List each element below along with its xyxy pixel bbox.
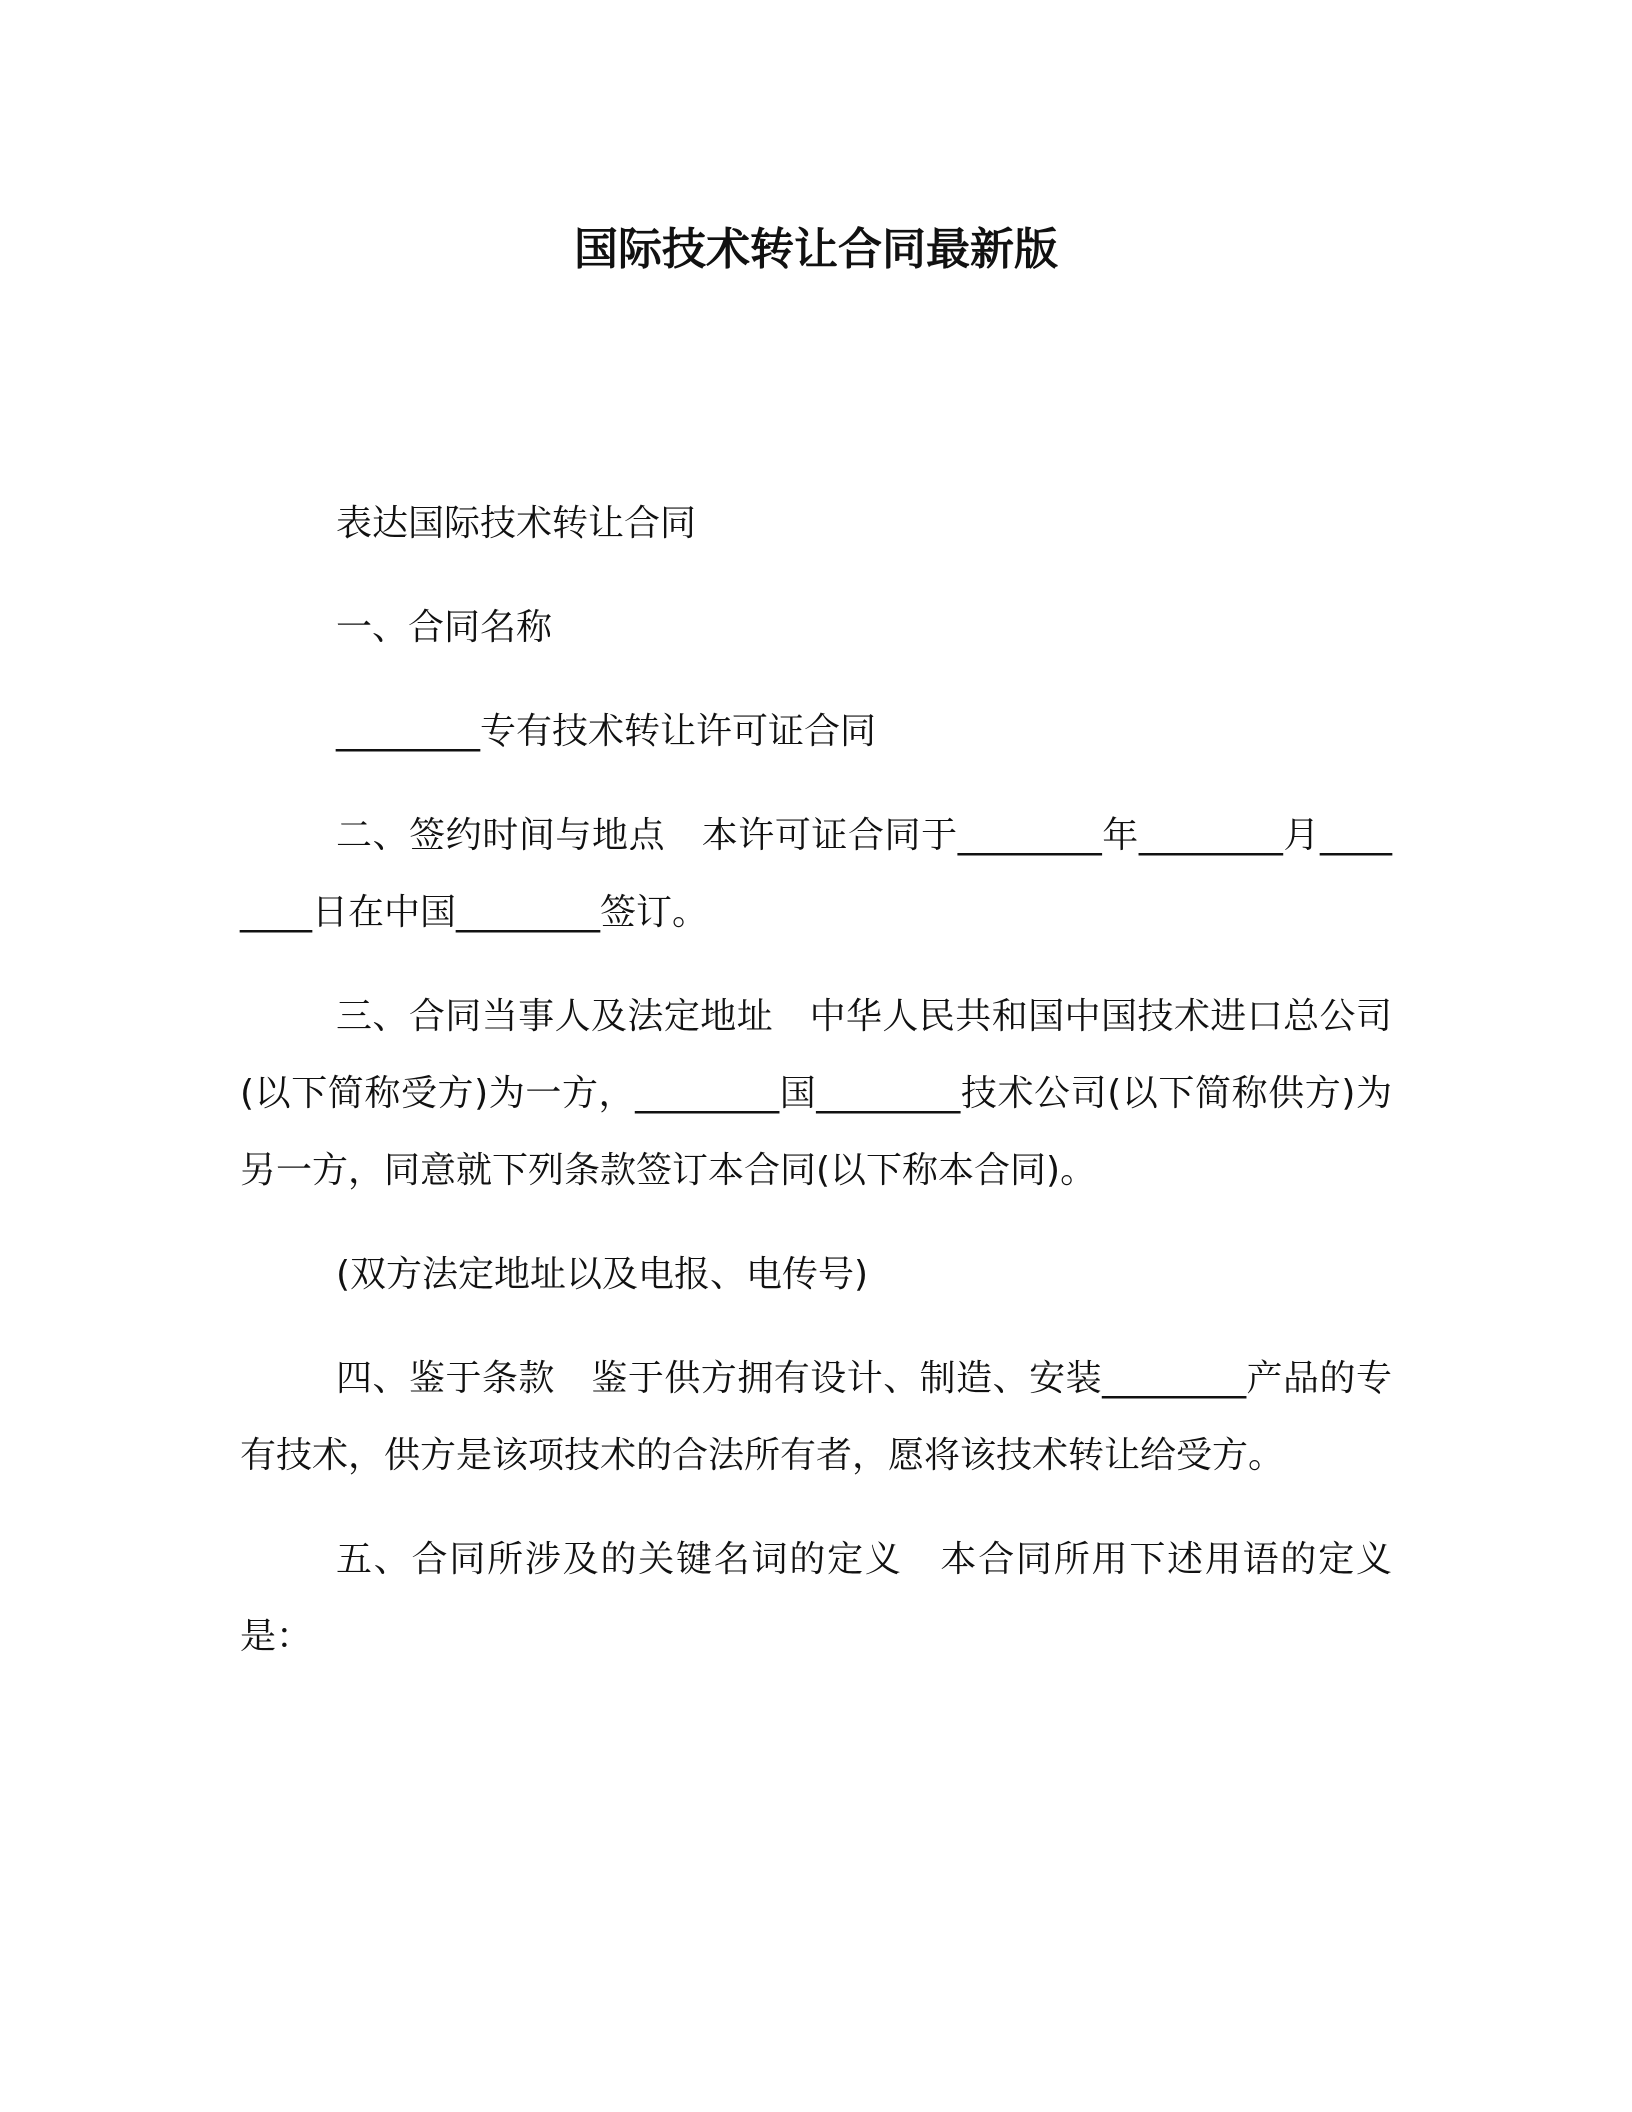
paragraph-section-4: 四、鉴于条款 鉴于供方拥有设计、制造、安装________产品的专有技术，供方是该项技术的合法所有者，愿将该技术转让给受方。 [240,1358,1392,1476]
paragraph-section-3: 三、合同当事人及法定地址 中华人民共和国中国技术进口总公司(以下简称受方)为一方，________国________技术公司(以下简称供方)为另一方，同意就下列条款签订本合同(以下称本合同)。 [240,996,1392,1191]
paragraph-subtitle: 表达国际技术转让合同 [336,503,697,544]
document-title: 国际技术转让合同最新版 [574,224,1058,275]
paragraph-addresses-note: (双方法定地址以及电报、电传号) [336,1254,869,1295]
paragraph-section-1-heading: 一、合同名称 [336,607,553,648]
document-body [240,485,1392,1702]
paragraph-contract-name: ________专有技术转让许可证合同 [336,711,877,752]
paragraph-section-5: 五、合同所涉及的关键名词的定义 本合同所用下述用语的定义是： [240,1539,1392,1657]
paragraph-section-2: 二、签约时间与地点 本许可证合同于________年________月________日在中国________签订。 [240,815,1392,933]
